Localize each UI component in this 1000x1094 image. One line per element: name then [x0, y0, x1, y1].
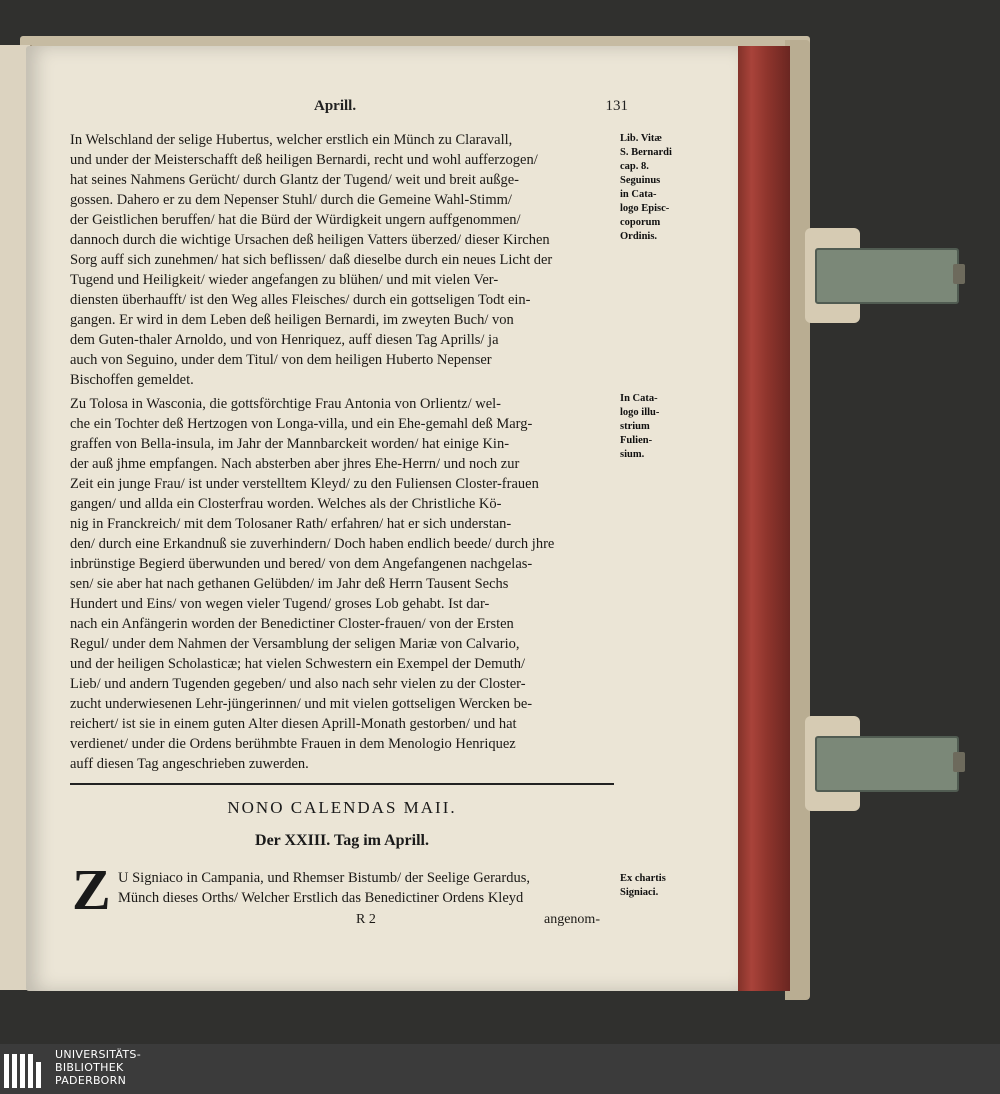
section-subtitle: Der XXIII. Tag im Aprill.	[255, 832, 429, 849]
catchword: angenom-	[544, 912, 600, 927]
text-line: dannoch durch die wichtige Ursachen deß heiligen Vatters überzed/ dieser Kirchen	[70, 232, 550, 248]
text-line: hat seines Nahmens Gerücht/ durch Glantz der Tugend/ weit und breit außge-	[70, 172, 519, 188]
signature-mark: R 2	[356, 912, 376, 927]
text-line: zucht underwiesenen Lehr-jüngerinnen/ und mit vielen gottseligen Wercken be-	[70, 696, 533, 712]
text-line: Münch dieses Orths/ Welcher Erstlich das Benedictiner Ordens Kleyd	[118, 890, 524, 906]
text-line: graffen von Bella-insula, im Jahr der Mannbarckeit worden/ hat einige Kin-	[70, 436, 510, 452]
running-header	[70, 98, 628, 124]
library-logo-icon	[0, 1052, 46, 1088]
upper-clasp	[805, 228, 960, 323]
text-line: der Geistlichen beruffen/ hat die Bürd der Würdigkeit ungern auffgenommen/	[70, 212, 521, 228]
text-line: sen/ sie aber hat nach gethanen Gelübden/ im Jahr deß Herrn Tausent Sechs	[70, 576, 509, 592]
text-line: auff diesen Tag angeschrieben zuwerden.	[70, 756, 309, 772]
text-line: gangen. Er wird in dem Leben deß heiligen Bernardi, im zweyten Buch/ von	[70, 312, 514, 328]
text-line: Bischoffen gemeldet.	[70, 372, 194, 388]
lower-clasp	[805, 716, 960, 811]
text-line: nach ein Anfängerin worden der Benedictiner Closter-frauen/ von der Ersten	[70, 616, 514, 632]
library-footer	[0, 1044, 1000, 1094]
text-line: In Welschland der selige Hubertus, welcher erstlich ein Münch zu Claravall,	[70, 132, 513, 148]
text-line: Sorg auff sich zunehmen/ hat sich beflissen/ daß dieselbe durch ein neues Licht der	[70, 252, 553, 268]
text-line: gangen/ und allda ein Closterfrau worden. Welches als der Christliche Kö-	[70, 496, 502, 512]
text-line: der auß jhme empfangen. Nach absterben aber jhres Ehe-Herrn/ und noch zur	[70, 456, 520, 472]
text-line: reichert/ ist sie in einem guten Alter diesen Aprill-Monath gestorben/ und hat	[70, 716, 517, 732]
text-line: inbrünstige Begierd überwunden und bered/ von dem Angefangenen nachgelas-	[70, 556, 533, 572]
text-line: diensten überhaufft/ ist den Weg alles Fleisches/ durch ein gottseligen Todt ein-	[70, 292, 531, 308]
text-line: verdienet/ under die Ordens berühmbte Frauen in dem Menologio Henriquez	[70, 736, 516, 752]
margin-note-3: Ex chartis Signiaci.	[620, 873, 666, 898]
section-divider	[70, 783, 614, 785]
section-title: NONO CALENDAS MAII.	[227, 798, 457, 817]
margin-note-1: Lib. Vitæ S. Bernardi cap. 8. Seguinus in Cata- logo Episc- coporum Ordinis.	[620, 133, 672, 242]
text-line: U Signiaco in Campania, und Rhemser Bistumb/ der Seelige Gerardus,	[118, 870, 530, 886]
text-line: und under der Meisterschafft deß heiligen Bernardi, recht und wohl aufferzogen/	[70, 152, 538, 168]
text-line: Hundert und Eins/ von wegen vieler Tugend/ groses Lob gehabt. Ist dar-	[70, 596, 490, 612]
running-title: Aprill.	[314, 98, 357, 114]
text-line: che ein Tochter deß Hertzogen von Longa-villa, und ein Ehe-gemahl deß Marg-	[70, 416, 533, 432]
page-number: 131	[605, 98, 628, 114]
library-name: UNIVERSITÄTS- BIBLIOTHEK PADERBORN	[55, 1048, 141, 1087]
text-line: dem Guten-thaler Arnoldo, und von Henriquez, auff diesen Tag Aprills/ ja	[70, 332, 499, 348]
text-line: Regul/ under dem Nahmen der Versamblung der seligen Mariæ von Calvario,	[70, 636, 520, 652]
text-line: Zeit ein junge Frau/ ist under verstelltem Kleyd/ zu den Fuliensen Closter-frauen	[70, 476, 539, 492]
text-line: Zu Tolosa in Wasconia, die gottsförchtige Frau Antonia von Orlientz/ wel-	[70, 396, 501, 412]
text-line: Tugend und Heiligkeit/ wieder angefangen zu blühen/ und mit vielen Ver-	[70, 272, 499, 288]
text-line: und der heiligen Scholasticæ; hat vielen Schwestern ein Exempel der Demuth/	[70, 656, 526, 672]
drop-capital: Z	[72, 857, 111, 922]
margin-note-2: In Cata- logo illu- strium Fulien- sium.	[620, 393, 660, 460]
text-line: Lieb/ und andern Tugenden gegeben/ und also nach sehr vielen zu der Closter-	[70, 676, 526, 692]
text-line: nig in Franckreich/ mit dem Tolosaner Rath/ erfahren/ hat er sich understan-	[70, 516, 512, 532]
text-line: auch von Seguino, under dem Titul/ von dem heiligen Huberto Nepenser	[70, 352, 492, 368]
text-line: den/ durch eine Erkandnuß sie zuverhindern/ Doch haben endlich beede/ durch jhre	[70, 536, 555, 552]
red-fore-edge	[735, 46, 790, 991]
text-line: gossen. Dahero er zu dem Nepenser Stuhl/ durch die Gemeine Wahl-Stimm/	[70, 192, 512, 208]
